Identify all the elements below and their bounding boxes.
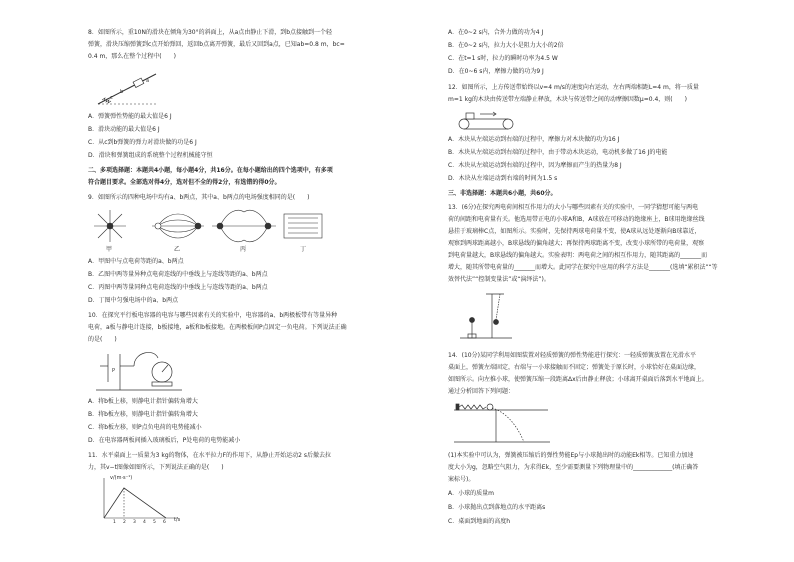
q14-line: 通过分析回答下列问题：: [448, 388, 515, 395]
q9-option: A．甲图中与点电荷等距的a、b两点: [88, 258, 184, 265]
q11-line: 力，其v−t图像如图所示，下列说法正确的是( ): [88, 464, 224, 471]
q11-graph-xtick: 1: [113, 520, 116, 525]
q11-option: B．在0~2 s内，拉力大小是阻力大小的2倍: [448, 42, 564, 49]
q14-sub-line: 度大小为g，忽略空气阻力，为求得Ek，至少需要测量下列物理量中的_____________(填正确答: [448, 464, 699, 471]
q9-stem: 9．如图所示的四种电场中均有a、b两点，其中a、b两点的电场强度相同的是( ): [88, 194, 310, 201]
q14-option: B．小球抛出点到落地点的水平距离s: [448, 504, 546, 511]
q13-line: 到电荷量越大，B球悬线的偏角越大。实验表明：两电荷之间的相互作用力，随其距离的_______而: [448, 252, 708, 259]
q8-line: 8．如图所示，重10N的滑块在倾角为30°的斜面上，从a点由静止下滑，到b点接触到一个轻: [88, 29, 333, 36]
q13-line: 观察到两球距离越小，B球悬线的偏角越大；再保持两球距离不变，改变小球所带的电荷量，观察: [448, 240, 705, 247]
q13-line: 13．(6分)在探究两电荷间相互作用力的大小与哪些因素有关的实验中，一同学猜想可能与两电: [448, 204, 699, 211]
q9-fig-label: 丙: [240, 246, 247, 253]
svg-text:c: c: [110, 95, 113, 101]
section2-heading: 二、多项选择题：本题共4小题，每小题4分，共16分。在每小题给出的四个选项中，有多项: [88, 167, 333, 174]
q10-option: B．将b板左移，则静电计指针偏转角增大: [88, 411, 198, 418]
q12-option: D．木块从左端运动到右端的时间为1.5 s: [448, 175, 558, 182]
q8-option: D．滑块和弹簧组成的系统整个过程机械能守恒: [88, 152, 213, 159]
q10-option: A．将b板上移，则静电计指针偏转角增大: [88, 398, 198, 405]
q11-graph-xlabel: t/s: [174, 517, 181, 523]
q14-line: 14．(10分)某同学利用如图装置对轻质弹簧的弹性势能进行探究：一轻质弹簧放置在光滑水平: [448, 352, 696, 359]
q10-line: 10．在探究平行板电容器的电容与哪些因素有关的实验中，电容器的a、b两极板带有等量异种: [88, 312, 338, 319]
svg-text:a: a: [146, 78, 150, 84]
q13-line: 荷的间距和电荷量有关。他选用带正电的小球A和B，A球放在可移动的绝缘座上，B球用绝缘丝线: [448, 216, 705, 223]
q9-field-figures: [88, 206, 328, 250]
q9-option: B．乙图中两等量异种点电荷连线的中垂线上与连线等距的a、b两点: [88, 271, 268, 278]
q9-option: C．丙图中两等量同种点电荷连线的中垂线上与连线等距的a、b两点: [88, 284, 268, 291]
q13-line: 增大，随其所带电荷量的_______而增大。此同学在探究中应用的科学方法是_______(选填“累积法”“等: [448, 264, 718, 271]
q8-line: 弹簧，滑块压缩弹簧到c点开始弹回，返回b点离开弹簧，最后又回到a点，已知ab=0.8 m，bc=: [88, 41, 345, 48]
q11-option: A．在0~2 s内，合外力做的功为4 J: [448, 29, 544, 36]
q11-graph-xtick: 3: [133, 520, 136, 525]
q14-sub-line: (1)本实验中可认为，弹簧被压缩后的弹性势能Ep与小球抛出时的动能Ek相等。已知重力加速: [448, 452, 694, 459]
q11-graph-xtick: 4: [143, 520, 146, 525]
q8-option: B．滑块动能的最大值是6 J: [88, 126, 160, 133]
q11-graph-xtick: 2: [123, 520, 126, 525]
q11-line: 11．水平桌面上一质量为3 kg的物体，在水平拉力F的作用下，从静止开始运动2 s后撤去拉: [88, 452, 331, 459]
q9-fig-label: 甲: [106, 246, 113, 253]
q10-line: 电荷，a板与静电计连接，b板接地，a板和b板接地。在两极板间P点固定一负电荷。下列说法正确: [88, 324, 347, 331]
svg-text:P: P: [112, 368, 116, 374]
q14-line: 桌面上，弹簧左端固定，右端与一小球接触而不固定；弹簧处于原长时，小球恰好在桌面边缘，: [448, 364, 701, 371]
q8-option: C．从c到b弹簧的弹力对滑块做的功是6 J: [88, 139, 197, 146]
q8-incline-figure: [94, 68, 160, 108]
q8-line: 0.4 m，那么在整个过程中( ): [88, 53, 176, 60]
q14-option: C．桌面到地面的高度h: [448, 518, 510, 525]
q11-option: D．在0~6 s内，摩擦力做的功为9 J: [448, 68, 544, 75]
q10-option: C．将b板左移，则P点负电荷的电势能减小: [88, 424, 202, 431]
q12-option: C．木块从左端运动到右端的过程中，因为摩擦而产生的热量为8 J: [448, 162, 622, 169]
q14-sub-line: 案标号)。: [448, 476, 475, 483]
q12-line: 12．如图所示，上方传送带始终以v=4 m/s的速度向右运动，左右两端相距L=4 m，将一质量: [448, 84, 699, 91]
q11-graph-ylabel: v/(m·s⁻¹): [110, 475, 133, 481]
q14-line: 如图所示。向左推小球，使弹簧压缩一段距离Δx后由静止释放；小球离开桌面后落到水平地面上。: [448, 376, 708, 383]
q11-vt-graph: [96, 474, 182, 526]
q11-graph-xtick: 6: [163, 520, 166, 525]
svg-text:b: b: [120, 89, 124, 95]
q11-option: C．在t=1 s时，拉力的瞬时功率为4.5 W: [448, 55, 558, 62]
q13-pendulum-figure: [456, 290, 516, 342]
section3-heading: 三、非选择题：本题共6小题，共60分。: [448, 190, 557, 197]
q10-line: 的是( ): [88, 336, 117, 343]
q10-capacitor-figure: [94, 346, 184, 394]
q10-option: D．在电容器两板间插入玻璃板后，P处电荷的电势能减小: [88, 437, 241, 444]
right-column: [448, 0, 794, 562]
q14-spring-table-figure: [452, 400, 552, 446]
q13-line: 效替代法”“控制变量法”或“演绎法”)。: [448, 276, 550, 283]
q11-graph-xtick: 5: [153, 520, 156, 525]
q12-conveyor-figure: [456, 110, 516, 134]
q9-option: D．丁图中匀强电场中的a、b两点: [88, 297, 179, 304]
q12-line: m=1 kg的木块由传送带左端静止释放，木块与传送带之间的动摩擦因数μ=0.4，则( ): [448, 96, 687, 103]
q13-line: 悬挂于玻璃棒C点，如图所示。实验时，先保持两球电荷量不变，使A球从远处逐渐向B球靠近，: [448, 228, 701, 235]
q12-option: B．木块从左端运动到右端的过程中，由于带动木块运动，电动机多做了16 J的电能: [448, 149, 668, 156]
section2-heading: 符合题目要求。全部选对得4分，选对但不全的得2分，有选错的得0分。: [88, 179, 281, 186]
q9-fig-label: 丁: [300, 246, 307, 253]
q8-option: A．弹簧弹性势能的最大值是6 J: [88, 113, 172, 120]
q9-fig-label: 乙: [174, 246, 181, 253]
q14-option: A．小球的质量m: [448, 490, 494, 497]
q12-option: A．木块从左端运动到右端的过程中，摩擦力对木块做的功为16 J: [448, 136, 620, 143]
left-column: [88, 0, 448, 562]
